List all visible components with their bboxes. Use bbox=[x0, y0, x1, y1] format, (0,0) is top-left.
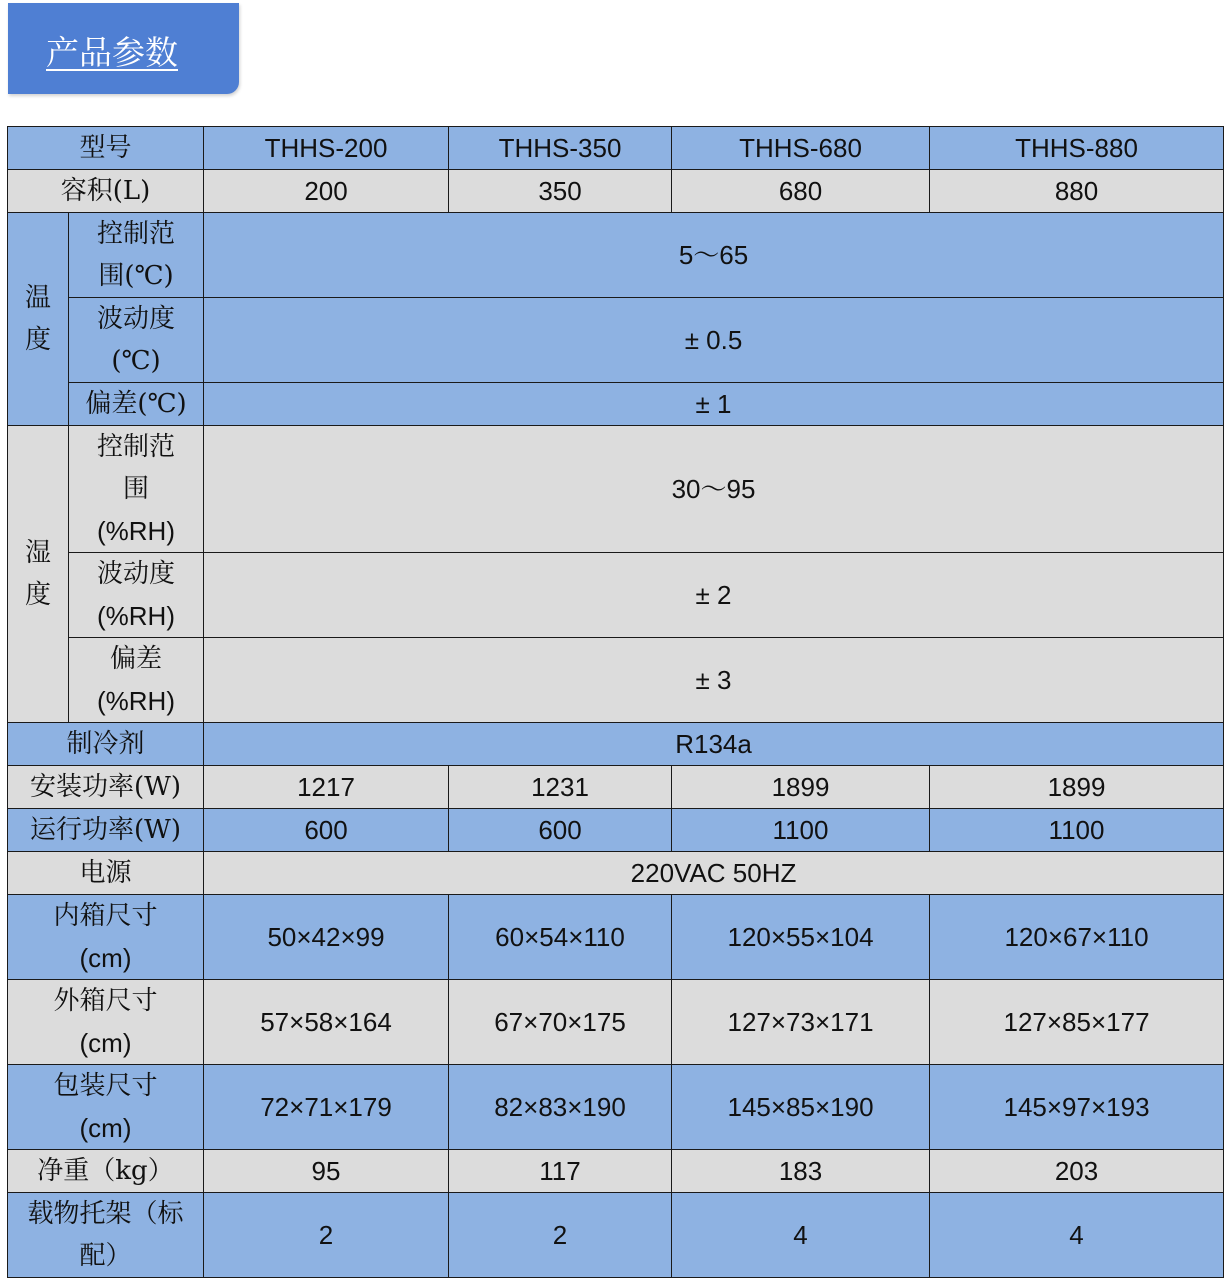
power-supply-value: 220VAC 50HZ bbox=[204, 852, 1224, 895]
table-row-temp-fluctuation bbox=[8, 298, 1224, 383]
inner-size-cell: 50×42×99 bbox=[204, 895, 449, 980]
installed-power-cell: 1231 bbox=[449, 766, 672, 809]
package-size-cell: 145×85×190 bbox=[672, 1065, 930, 1150]
volume-label: 容积(L) bbox=[8, 170, 204, 213]
net-weight-label: 净重（kg） bbox=[8, 1150, 204, 1193]
table-row-running-power bbox=[8, 809, 1224, 852]
table-row-installed-power bbox=[8, 766, 1224, 809]
temp-range-value: 5～65 bbox=[204, 213, 1224, 298]
table-row-humidity-fluctuation bbox=[8, 553, 1224, 638]
humidity-group-label: 湿 度 bbox=[8, 426, 69, 723]
table-row-outer-size bbox=[8, 980, 1224, 1065]
humidity-range-label: 控制范 围 (%RH) bbox=[69, 426, 204, 553]
table-row-model bbox=[8, 127, 1224, 170]
table-row-inner-size bbox=[8, 895, 1224, 980]
outer-size-cell: 57×58×164 bbox=[204, 980, 449, 1065]
package-size-cell: 72×71×179 bbox=[204, 1065, 449, 1150]
humidity-fluctuation-value: ± 2 bbox=[204, 553, 1224, 638]
package-size-cell: 145×97×193 bbox=[930, 1065, 1224, 1150]
package-size-label: 包装尺寸 (cm) bbox=[8, 1065, 204, 1150]
temp-fluctuation-label: 波动度 (℃) bbox=[69, 298, 204, 383]
volume-cell: 200 bbox=[204, 170, 449, 213]
model-cell: THHS-200 bbox=[204, 127, 449, 170]
net-weight-cell: 117 bbox=[449, 1150, 672, 1193]
table-row-package-size bbox=[8, 1065, 1224, 1150]
outer-size-cell: 127×85×177 bbox=[930, 980, 1224, 1065]
spec-table bbox=[7, 126, 1224, 1278]
inner-size-cell: 60×54×110 bbox=[449, 895, 672, 980]
table-row-volume bbox=[8, 170, 1224, 213]
humidity-fluctuation-label: 波动度 (%RH) bbox=[69, 553, 204, 638]
table-row-refrigerant bbox=[8, 723, 1224, 766]
humidity-range-value: 30～95 bbox=[204, 426, 1224, 553]
outer-size-label: 外箱尺寸 (cm) bbox=[8, 980, 204, 1065]
model-label: 型号 bbox=[8, 127, 204, 170]
shelves-cell: 2 bbox=[204, 1193, 449, 1278]
volume-cell: 350 bbox=[449, 170, 672, 213]
title-tab bbox=[8, 3, 239, 94]
table-row-humidity-range bbox=[8, 426, 1224, 553]
power-supply-label: 电源 bbox=[8, 852, 204, 895]
temp-fluctuation-value: ± 0.5 bbox=[204, 298, 1224, 383]
temperature-group-label: 温 度 bbox=[8, 213, 69, 426]
table-row-shelves bbox=[8, 1193, 1224, 1278]
shelves-cell: 4 bbox=[930, 1193, 1224, 1278]
running-power-cell: 600 bbox=[204, 809, 449, 852]
net-weight-cell: 203 bbox=[930, 1150, 1224, 1193]
model-cell: THHS-350 bbox=[449, 127, 672, 170]
net-weight-cell: 183 bbox=[672, 1150, 930, 1193]
inner-size-cell: 120×67×110 bbox=[930, 895, 1224, 980]
table-row-humidity-deviation bbox=[8, 638, 1224, 723]
table-row-net-weight bbox=[8, 1150, 1224, 1193]
humidity-deviation-value: ± 3 bbox=[204, 638, 1224, 723]
refrigerant-label: 制冷剂 bbox=[8, 723, 204, 766]
table-row-temp-range bbox=[8, 213, 1224, 298]
shelves-label: 载物托架（标 配） bbox=[8, 1193, 204, 1278]
running-power-cell: 1100 bbox=[930, 809, 1224, 852]
installed-power-cell: 1899 bbox=[672, 766, 930, 809]
installed-power-cell: 1217 bbox=[204, 766, 449, 809]
running-power-cell: 600 bbox=[449, 809, 672, 852]
table-row-power-supply bbox=[8, 852, 1224, 895]
model-cell: THHS-880 bbox=[930, 127, 1224, 170]
installed-power-label: 安装功率(W) bbox=[8, 766, 204, 809]
volume-cell: 880 bbox=[930, 170, 1224, 213]
temp-deviation-label: 偏差(℃) bbox=[69, 383, 204, 426]
shelves-cell: 2 bbox=[449, 1193, 672, 1278]
volume-cell: 680 bbox=[672, 170, 930, 213]
installed-power-cell: 1899 bbox=[930, 766, 1224, 809]
package-size-cell: 82×83×190 bbox=[449, 1065, 672, 1150]
net-weight-cell: 95 bbox=[204, 1150, 449, 1193]
shelves-cell: 4 bbox=[672, 1193, 930, 1278]
temp-deviation-value: ± 1 bbox=[204, 383, 1224, 426]
page-title: 产品参数 bbox=[46, 33, 178, 72]
running-power-label: 运行功率(W) bbox=[8, 809, 204, 852]
outer-size-cell: 67×70×175 bbox=[449, 980, 672, 1065]
running-power-cell: 1100 bbox=[672, 809, 930, 852]
model-cell: THHS-680 bbox=[672, 127, 930, 170]
table-row-temp-deviation bbox=[8, 383, 1224, 426]
inner-size-cell: 120×55×104 bbox=[672, 895, 930, 980]
inner-size-label: 内箱尺寸 (cm) bbox=[8, 895, 204, 980]
outer-size-cell: 127×73×171 bbox=[672, 980, 930, 1065]
temp-range-label: 控制范 围(℃) bbox=[69, 213, 204, 298]
humidity-deviation-label: 偏差 (%RH) bbox=[69, 638, 204, 723]
refrigerant-value: R134a bbox=[204, 723, 1224, 766]
